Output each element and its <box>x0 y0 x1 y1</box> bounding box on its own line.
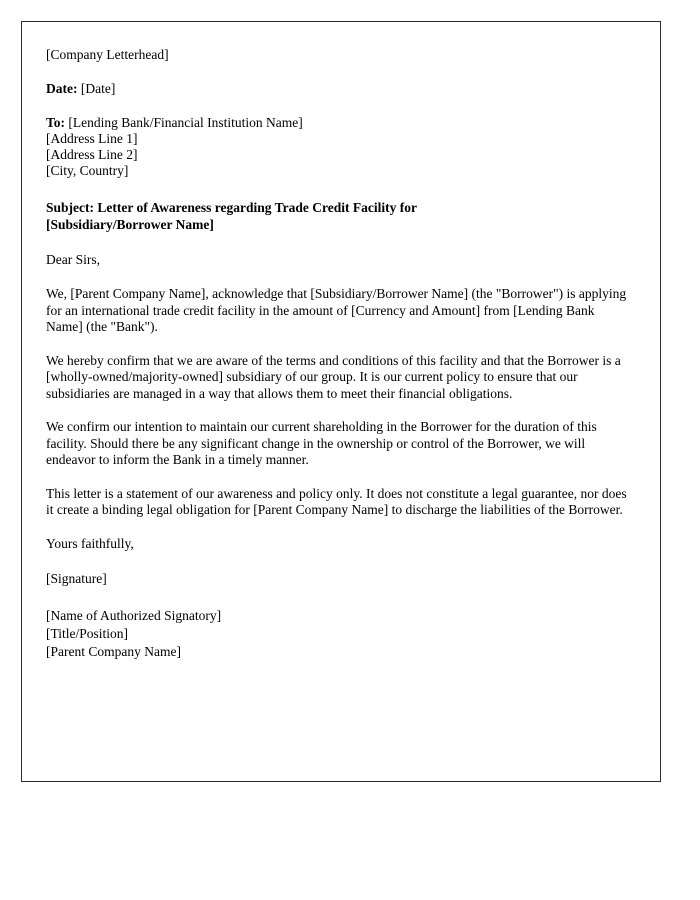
date-label: Date: <box>46 81 78 96</box>
address-line-1: [Address Line 1] <box>46 131 138 146</box>
subject-line-1: Subject: Letter of Awareness regarding Trade Credit Facility for <box>46 200 417 215</box>
address-line-2: [Address Line 2] <box>46 147 138 162</box>
body-paragraph-2: We hereby confirm that we are aware of the terms and conditions of this facility and that the Borrower is a [wholly-owned/majority-owned] subsidiary of our group. It is our current policy to ensure that our subsidiaries are managed in a way that allows them to meet their financial obligations. <box>46 352 621 401</box>
salutation: Dear Sirs, <box>46 252 100 267</box>
date-line <box>46 81 632 97</box>
signature-placeholder: [Signature] <box>46 570 107 586</box>
company-letterhead: [Company Letterhead] <box>46 47 169 62</box>
recipient-name: [Lending Bank/Financial Institution Name] <box>68 115 303 130</box>
recipient-name-line <box>46 115 632 131</box>
recipient-label: To: <box>46 115 66 130</box>
body-paragraph-3: We confirm our intention to maintain our current shareholding in the Borrower for the duration of this facility. Should there be any significant change in the ownership or control of the Borrower, we will endeavor to inform the Bank in a timely manner. <box>46 419 597 467</box>
recipient-block <box>46 115 632 179</box>
address-line-city-country: [City, Country] <box>46 163 129 178</box>
letter-border-frame <box>21 21 661 782</box>
signatory-name: [Name of Authorized Signatory] <box>46 607 222 623</box>
signatory-title: [Title/Position] <box>46 625 129 641</box>
letter-content <box>46 47 632 661</box>
signatory-block <box>46 607 632 661</box>
date-value: [Date] <box>80 81 116 96</box>
body-paragraph-1: We, [Parent Company Name], acknowledge that [Subsidiary/Borrower Name] (the "Borrower") is applying for an international trade credit facility in the amount of [Currency and Amount] from [Lending Bank Name] (the "Bank"). <box>46 286 627 334</box>
subject-block <box>46 199 632 233</box>
body-paragraph-4: This letter is a statement of our awareness and policy only. It does not constitute a legal guarantee, nor does it create a binding legal obligation for [Parent Company Name] to discharge the liabilities of the Borrower. <box>46 485 627 517</box>
signatory-company: [Parent Company Name] <box>46 643 181 659</box>
closing-line: Yours faithfully, <box>46 535 134 551</box>
subject-line-2: [Subsidiary/Borrower Name] <box>46 217 214 232</box>
